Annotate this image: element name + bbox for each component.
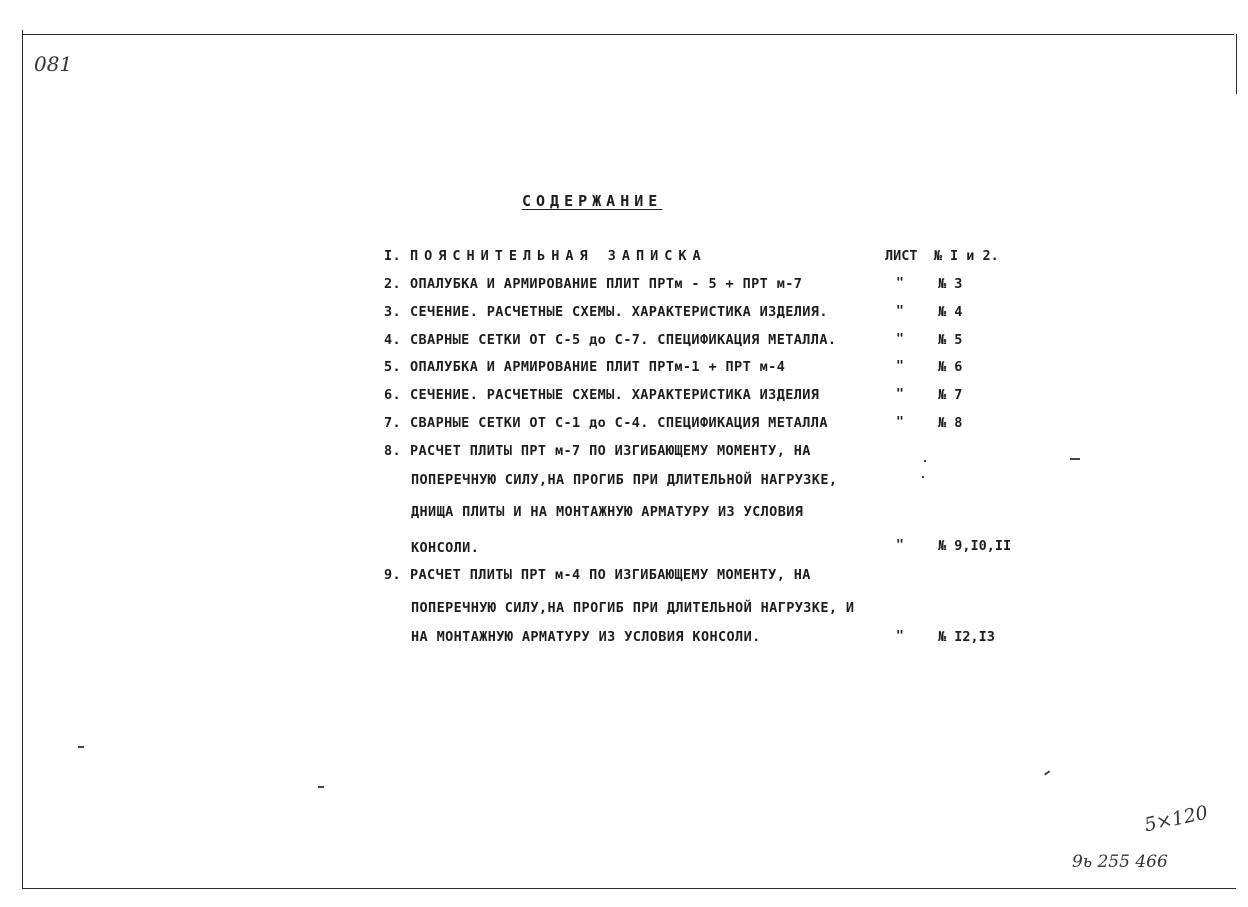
scan-speck — [1070, 458, 1080, 460]
scan-speck — [924, 460, 926, 462]
ditto-mark: " — [896, 359, 904, 374]
toc-row-text: РАСЧЕТ ПЛИТЫ ПРТ м-7 ПО ИЗГИБАЮЩЕМУ МОМЕНТУ, НА — [410, 443, 811, 459]
ditto-mark: " — [896, 387, 904, 402]
sheet-number: № 7 — [938, 387, 963, 403]
handwritten-note-2: 9ь 255 466 — [1072, 852, 1168, 872]
toc-row-3: 3. СЕЧЕНИЕ. РАСЧЕТНЫЕ СХЕМЫ. ХАРАКТЕРИСТИКА ИЗДЕЛИЯ. — [384, 304, 828, 320]
ditto-mark: " — [896, 332, 904, 347]
sheet-number: № 9,I0,II — [938, 538, 1012, 554]
ditto-mark: " — [896, 629, 904, 644]
toc-row-text: СЕЧЕНИЕ. РАСЧЕТНЫЕ СХЕМЫ. ХАРАКТЕРИСТИКА ИЗДЕЛИЯ. — [410, 304, 828, 320]
sheet-number: № 5 — [938, 332, 963, 348]
toc-row-9-line-3: НА МОНТАЖНУЮ АРМАТУРУ ИЗ УСЛОВИЯ КОНСОЛИ. — [411, 629, 761, 645]
sheet-number: № 6 — [938, 359, 963, 375]
sheet-number: № 4 — [938, 304, 963, 320]
toc-row-text: СВАРНЫЕ СЕТКИ ОТ С-5 до С-7. СПЕЦИФИКАЦИЯ МЕТАЛЛА. — [410, 332, 837, 348]
toc-row-1 — [384, 248, 707, 264]
frame-left-border — [22, 30, 23, 888]
scan-speck — [922, 476, 924, 478]
ditto-mark: " — [896, 304, 904, 319]
toc-row-text: РАСЧЕТ ПЛИТЫ ПРТ м-4 ПО ИЗГИБАЮЩЕМУ МОМЕНТУ, НА — [410, 567, 811, 583]
handwritten-note-1: 5×120 — [1142, 801, 1210, 837]
toc-row-8-line-4: КОНСОЛИ. — [411, 540, 480, 556]
scan-speck — [1044, 770, 1050, 775]
toc-row-text: ОПАЛУБКА И АРМИРОВАНИЕ ПЛИТ ПРТм - 5 + ПРТ м-7 — [410, 276, 803, 292]
toc-row-8: 8. РАСЧЕТ ПЛИТЫ ПРТ м-7 ПО ИЗГИБАЮЩЕМУ МОМЕНТУ, НА — [384, 443, 811, 459]
sheet-number: № I2,I3 — [938, 629, 995, 645]
toc-row-7: 7. СВАРНЫЕ СЕТКИ ОТ С-1 до С-4. СПЕЦИФИКАЦИЯ МЕТАЛЛА — [384, 415, 828, 431]
frame-bottom-border — [22, 888, 1236, 889]
toc-row-9-line-2: ПОПЕРЕЧНУЮ СИЛУ,НА ПРОГИБ ПРИ ДЛИТЕЛЬНОЙ НАГРУЗКЕ, И — [411, 600, 855, 616]
handwritten-archive-number: 081 — [34, 52, 73, 76]
toc-row-text: СВАРНЫЕ СЕТКИ ОТ С-1 до С-4. СПЕЦИФИКАЦИЯ МЕТАЛЛА — [410, 415, 828, 431]
toc-row-number: I. — [384, 248, 402, 264]
ditto-mark: " — [896, 538, 904, 553]
ditto-mark: " — [896, 276, 904, 291]
toc-row-5: 5. ОПАЛУБКА И АРМИРОВАНИЕ ПЛИТ ПРТм-1 + ПРТ м-4 — [384, 359, 786, 375]
toc-row-6: 6. СЕЧЕНИЕ. РАСЧЕТНЫЕ СХЕМЫ. ХАРАКТЕРИСТИКА ИЗДЕЛИЯ — [384, 387, 820, 403]
toc-row-text: СЕЧЕНИЕ. РАСЧЕТНЫЕ СХЕМЫ. ХАРАКТЕРИСТИКА ИЗДЕЛИЯ — [410, 387, 820, 403]
toc-row-text: ПОЯСНИТЕЛЬНАЯ ЗАПИСКА — [410, 248, 707, 264]
toc-row-8-line-3: ДНИЩА ПЛИТЫ И НА МОНТАЖНУЮ АРМАТУРУ ИЗ УСЛОВИЯ — [411, 504, 804, 520]
scan-speck — [78, 746, 84, 748]
frame-right-border — [1236, 34, 1237, 94]
sheet-number: № 8 — [938, 415, 963, 431]
toc-row-text: ОПАЛУБКА И АРМИРОВАНИЕ ПЛИТ ПРТм-1 + ПРТ м-4 — [410, 359, 786, 375]
sheet-number: № 3 — [938, 276, 963, 292]
frame-top-border — [22, 34, 1234, 35]
toc-row-2: 2. ОПАЛУБКА И АРМИРОВАНИЕ ПЛИТ ПРТм - 5 + ПРТ м-7 — [384, 276, 803, 292]
ditto-mark: " — [896, 415, 904, 430]
sheet-number: № I и 2. — [933, 248, 999, 264]
toc-row-4: 4. СВАРНЫЕ СЕТКИ ОТ С-5 до С-7. СПЕЦИФИКАЦИЯ МЕТАЛЛА. — [384, 332, 837, 348]
toc-row-9: 9. РАСЧЕТ ПЛИТЫ ПРТ м-4 ПО ИЗГИБАЮЩЕМУ МОМЕНТУ, НА — [384, 567, 811, 583]
document-title: СОДЕРЖАНИЕ — [522, 192, 663, 210]
scan-speck — [318, 786, 324, 788]
toc-row-8-line-2: ПОПЕРЕЧНУЮ СИЛУ,НА ПРОГИБ ПРИ ДЛИТЕЛЬНОЙ НАГРУЗКЕ, — [411, 472, 838, 488]
sheet-column-label: ЛИСТ № I и 2. — [885, 248, 999, 264]
